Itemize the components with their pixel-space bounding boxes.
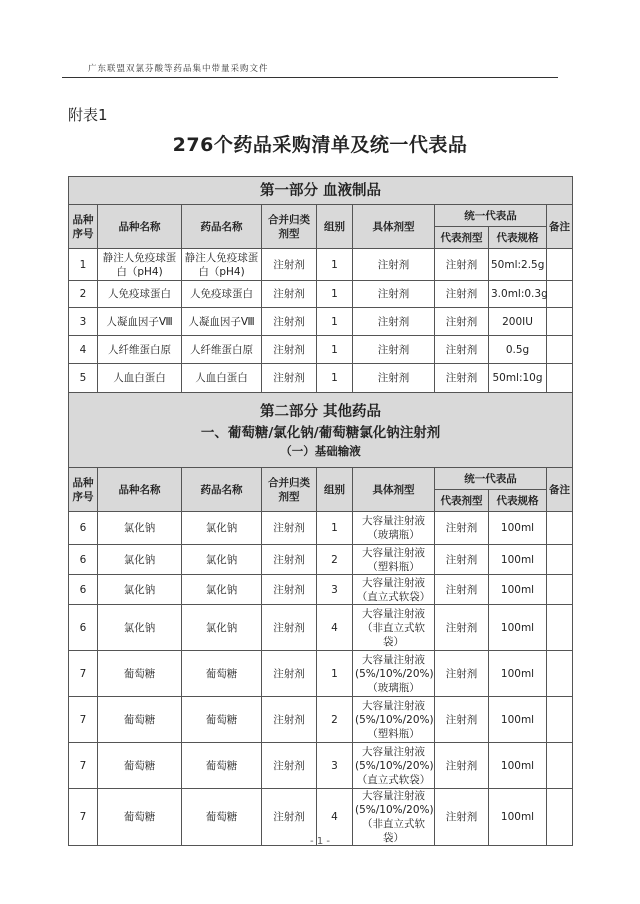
table-row: [69, 308, 573, 336]
cell-drug: 葡萄糖: [182, 651, 262, 697]
page-title: 276个药品采购清单及统一代表品: [172, 134, 468, 156]
cell-group: 2: [317, 545, 353, 575]
cell-group: 1: [317, 651, 353, 697]
cell-rep-spec: 100ml: [489, 545, 547, 575]
cell-note: [547, 249, 573, 281]
col-merged-form-header: 合并归类剂型: [262, 468, 317, 512]
cell-seq: 6: [69, 575, 98, 605]
cell-drug: 葡萄糖: [182, 789, 262, 846]
cell-note: [547, 697, 573, 743]
cell-seq: 6: [69, 545, 98, 575]
cell-merged: 注射剂: [262, 743, 317, 789]
appendix-label: 附表1: [68, 106, 108, 124]
cell-note: [547, 281, 573, 308]
part2-title-row: [69, 393, 573, 468]
cell-group: 1: [317, 249, 353, 281]
col-variety-header: 品种名称: [98, 468, 182, 512]
cell-form: 大容量注射液(5%/10%/20%)（非直立式软袋）: [353, 789, 435, 846]
col-rep-header: 统一代表品: [435, 205, 547, 227]
cell-note: [547, 651, 573, 697]
cell-rep-form: 注射剂: [435, 605, 489, 651]
cell-rep-form: 注射剂: [435, 281, 489, 308]
part1-header-row: [69, 205, 573, 227]
cell-form: 大容量注射液(5%/10%/20%)（玻璃瓶）: [353, 651, 435, 697]
cell-rep-spec: 50ml:2.5g: [489, 249, 547, 281]
cell-seq: 7: [69, 743, 98, 789]
table-row: [69, 605, 573, 651]
page-number: - 1 -: [310, 836, 330, 847]
cell-rep-form: 注射剂: [435, 545, 489, 575]
header-divider: [62, 77, 558, 78]
table-row: [69, 512, 573, 545]
cell-rep-form: 注射剂: [435, 743, 489, 789]
cell-seq: 4: [69, 336, 98, 364]
cell-drug: 人免疫球蛋白: [182, 281, 262, 308]
cell-merged: 注射剂: [262, 249, 317, 281]
cell-drug: 人血白蛋白: [182, 364, 262, 393]
cell-rep-form: 注射剂: [435, 336, 489, 364]
cell-note: [547, 743, 573, 789]
cell-note: [547, 308, 573, 336]
cell-merged: 注射剂: [262, 364, 317, 393]
cell-rep-form: 注射剂: [435, 789, 489, 846]
cell-drug: 人凝血因子Ⅷ: [182, 308, 262, 336]
cell-group: 3: [317, 575, 353, 605]
cell-note: [547, 605, 573, 651]
cell-rep-form: 注射剂: [435, 575, 489, 605]
cell-form: 大容量注射液（塑料瓶）: [353, 545, 435, 575]
part2-title: 第二部分 其他药品: [260, 404, 382, 420]
cell-merged: 注射剂: [262, 575, 317, 605]
cell-seq: 3: [69, 308, 98, 336]
cell-merged: 注射剂: [262, 281, 317, 308]
cell-merged: 注射剂: [262, 545, 317, 575]
cell-drug: 氯化钠: [182, 512, 262, 545]
table-row: [69, 249, 573, 281]
cell-seq: 7: [69, 697, 98, 743]
cell-form: 注射剂: [353, 281, 435, 308]
cell-rep-spec: 100ml: [489, 512, 547, 545]
cell-note: [547, 336, 573, 364]
document-header: 广东联盟双氯芬酸等药品集中带量采购文件: [88, 64, 269, 74]
part1-title: 第一部分 血液制品: [69, 177, 573, 205]
table-row: [69, 545, 573, 575]
cell-group: 1: [317, 308, 353, 336]
cell-rep-form: 注射剂: [435, 364, 489, 393]
part2-header-row: [69, 468, 573, 490]
cell-form: 大容量注射液（非直立式软袋）: [353, 605, 435, 651]
part2-subsubtitle: （一）基础输液: [280, 444, 361, 458]
cell-drug: 氯化钠: [182, 575, 262, 605]
cell-group: 4: [317, 789, 353, 846]
cell-variety: 葡萄糖: [98, 697, 182, 743]
cell-variety: 人凝血因子Ⅷ: [98, 308, 182, 336]
cell-form: 大容量注射液（玻璃瓶）: [353, 512, 435, 545]
cell-rep-spec: 50ml:10g: [489, 364, 547, 393]
cell-rep-form: 注射剂: [435, 308, 489, 336]
cell-note: [547, 364, 573, 393]
cell-merged: 注射剂: [262, 308, 317, 336]
table-row: [69, 364, 573, 393]
col-rep-spec-header: 代表规格: [489, 490, 547, 512]
cell-variety: 人血白蛋白: [98, 364, 182, 393]
cell-drug: 氯化钠: [182, 545, 262, 575]
cell-merged: 注射剂: [262, 651, 317, 697]
col-group-header: 组别: [317, 468, 353, 512]
cell-form: 大容量注射液（直立式软袋）: [353, 575, 435, 605]
cell-form: 注射剂: [353, 364, 435, 393]
col-drug-header: 药品名称: [182, 468, 262, 512]
cell-rep-spec: 100ml: [489, 651, 547, 697]
cell-seq: 7: [69, 651, 98, 697]
cell-variety: 氯化钠: [98, 545, 182, 575]
col-variety-header: 品种名称: [98, 205, 182, 249]
col-rep-header: 统一代表品: [435, 468, 547, 490]
cell-rep-spec: 100ml: [489, 743, 547, 789]
cell-merged: 注射剂: [262, 789, 317, 846]
table-row: [69, 336, 573, 364]
cell-rep-spec: 100ml: [489, 575, 547, 605]
cell-group: 3: [317, 743, 353, 789]
col-form-header: 具体剂型: [353, 205, 435, 249]
cell-group: 1: [317, 512, 353, 545]
cell-variety: 人免疫球蛋白: [98, 281, 182, 308]
cell-rep-spec: 200IU: [489, 308, 547, 336]
col-rep-form-header: 代表剂型: [435, 490, 489, 512]
cell-form: 注射剂: [353, 336, 435, 364]
cell-drug: 葡萄糖: [182, 697, 262, 743]
cell-seq: 1: [69, 249, 98, 281]
cell-merged: 注射剂: [262, 605, 317, 651]
col-group-header: 组别: [317, 205, 353, 249]
cell-merged: 注射剂: [262, 512, 317, 545]
cell-merged: 注射剂: [262, 336, 317, 364]
cell-seq: 7: [69, 789, 98, 846]
col-drug-header: 药品名称: [182, 205, 262, 249]
table-row: [69, 697, 573, 743]
cell-rep-spec: 3.0ml:0.3g: [489, 281, 547, 308]
cell-seq: 6: [69, 512, 98, 545]
col-rep-form-header: 代表剂型: [435, 227, 489, 249]
cell-variety: 人纤维蛋白原: [98, 336, 182, 364]
cell-form: 大容量注射液(5%/10%/20%)（直立式软袋）: [353, 743, 435, 789]
cell-rep-spec: 100ml: [489, 697, 547, 743]
cell-rep-form: 注射剂: [435, 697, 489, 743]
cell-variety: 氯化钠: [98, 512, 182, 545]
cell-rep-spec: 0.5g: [489, 336, 547, 364]
table-row: [69, 651, 573, 697]
cell-seq: 5: [69, 364, 98, 393]
table-row: [69, 575, 573, 605]
col-seq-header: 品种序号: [69, 468, 98, 512]
cell-seq: 6: [69, 605, 98, 651]
cell-drug: 人纤维蛋白原: [182, 336, 262, 364]
cell-form: 大容量注射液(5%/10%/20%)（塑料瓶）: [353, 697, 435, 743]
cell-rep-form: 注射剂: [435, 651, 489, 697]
col-note-header: 备注: [547, 468, 573, 512]
cell-variety: 葡萄糖: [98, 789, 182, 846]
cell-variety: 葡萄糖: [98, 743, 182, 789]
cell-group: 1: [317, 336, 353, 364]
cell-drug: 静注人免疫球蛋白（pH4): [182, 249, 262, 281]
col-merged-form-header: 合并归类剂型: [262, 205, 317, 249]
cell-note: [547, 545, 573, 575]
drug-table: [68, 176, 573, 846]
cell-note: [547, 575, 573, 605]
cell-rep-spec: 100ml: [489, 789, 547, 846]
cell-seq: 2: [69, 281, 98, 308]
cell-drug: 氯化钠: [182, 605, 262, 651]
cell-drug: 葡萄糖: [182, 743, 262, 789]
table-row: [69, 281, 573, 308]
cell-variety: 静注人免疫球蛋白（pH4): [98, 249, 182, 281]
col-note-header: 备注: [547, 205, 573, 249]
col-seq-header: 品种序号: [69, 205, 98, 249]
part2-subtitle: 一、葡萄糖/氯化钠/葡萄糖氯化钠注射剂: [200, 425, 441, 441]
col-form-header: 具体剂型: [353, 468, 435, 512]
cell-rep-spec: 100ml: [489, 605, 547, 651]
cell-group: 4: [317, 605, 353, 651]
cell-variety: 氯化钠: [98, 605, 182, 651]
cell-group: 2: [317, 697, 353, 743]
cell-group: 1: [317, 364, 353, 393]
cell-merged: 注射剂: [262, 697, 317, 743]
cell-form: 注射剂: [353, 308, 435, 336]
cell-rep-form: 注射剂: [435, 249, 489, 281]
cell-form: 注射剂: [353, 249, 435, 281]
cell-rep-form: 注射剂: [435, 512, 489, 545]
cell-group: 1: [317, 281, 353, 308]
table-row: [69, 743, 573, 789]
part1-title-row: [69, 177, 573, 205]
cell-note: [547, 512, 573, 545]
col-rep-spec-header: 代表规格: [489, 227, 547, 249]
cell-variety: 氯化钠: [98, 575, 182, 605]
cell-variety: 葡萄糖: [98, 651, 182, 697]
